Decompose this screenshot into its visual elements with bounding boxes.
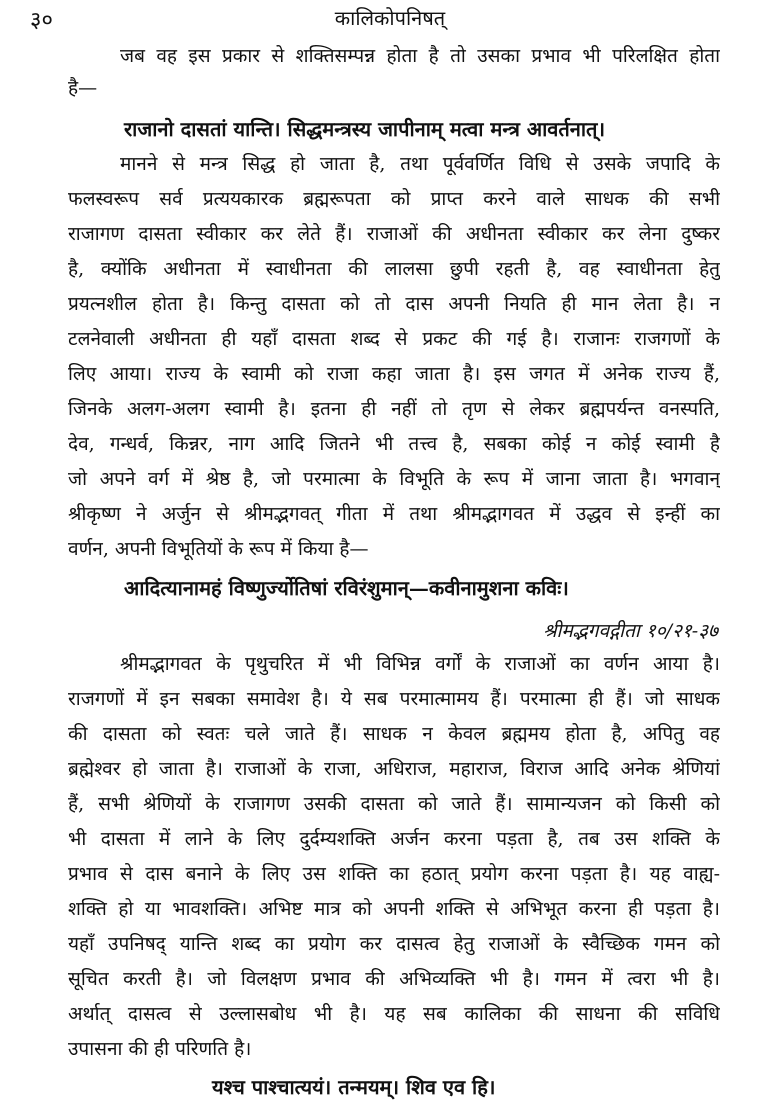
- text-line: प्रयत्नशील होता है। किन्तु दासता को तो दास अपनी नियति ही मान लेता है। न: [68, 293, 720, 315]
- text-line: अर्थात् दासत्व से उल्लासबोध भी है। यह सब कालिका की साधना की सविधि: [68, 1003, 720, 1025]
- verse-1: राजानो दासतां यान्ति। सिद्धमन्त्रस्य जापीनाम् मत्वा मन्त्र आवर्तनात्।: [124, 117, 606, 141]
- text-line: हैं, सभी श्रेणियों के राजागण उसकी दासता को जाते हैं। सामान्यजन को किसी को: [68, 793, 720, 815]
- text-line: भी दासता में लाने के लिए दुर्दम्यशक्ति अर्जन करना पड़ता है, तब उस शक्ति के: [68, 828, 720, 850]
- text-line: टलनेवाली अधीनता ही यहाँ दासता शब्द से प्रकट की गई है। राजानः राजगणों के: [68, 328, 720, 350]
- text-line: राजगणों में इन सबका समावेश है। ये सब परमात्मामय हैं। परमात्मा ही हैं। जो साधक: [68, 688, 720, 710]
- page-number: ३०: [30, 8, 53, 33]
- text-line: श्रीकृष्ण ने अर्जुन से श्रीमद्भगवत् गीता में तथा श्रीमद्भागवत में उद्धव से इन्हीं का: [68, 503, 720, 525]
- running-title: कालिकोपनिषत्: [334, 6, 446, 30]
- text-line: की दासता को स्वतः चले जाते हैं। साधक न केवल ब्रह्ममय होता है, अपितु वह: [68, 723, 720, 745]
- text-line: देव, गन्धर्व, किन्नर, नाग आदि जितने भी तत्त्व है, सबका कोई न कोई स्वामी है: [68, 433, 720, 455]
- text-line: उपासना की ही परिणति है।: [68, 1038, 252, 1060]
- text-line: मानने से मन्त्र सिद्ध हो जाता है, तथा पूर्ववर्णित विधि से उसके जपादि के: [120, 153, 720, 175]
- text-line: श्रीमद्भागवत के पृथुचरित में भी विभिन्न वर्गों के राजाओं का वर्णन आया है।: [120, 653, 720, 675]
- page-header: [0, 0, 780, 40]
- text-line: फलस्वरूप सर्व प्रत्ययकारक ब्रह्मरूपता को प्राप्त करने वाले साधक की सभी: [68, 188, 720, 210]
- text-line: है, क्योंकि अधीनता में स्वाधीनता की लालसा छुपी रहती है, वह स्वाधीनता हेतु: [68, 258, 720, 280]
- text-line: जिनके अलग-अलग स्वामी है। इतना ही नहीं तो तृण से लेकर ब्रह्मपर्यन्त वनस्पति,: [68, 398, 720, 420]
- verse-2: आदित्यानामहं विष्णुर्ज्योतिषां रविरंशुमान्—कवीनामुशना कविः।: [124, 576, 569, 600]
- text-line: शक्ति हो या भावशक्ति। अभिष्ट मात्र को अपनी शक्ति से अभिभूत करना ही पड़ता है।: [68, 898, 720, 920]
- verse-3: यश्च पाश्चात्ययं। तन्मयम्। शिव एव हि।: [212, 1075, 496, 1099]
- text-line: राजागण दासता स्वीकार कर लेते हैं। राजाओं की अधीनता स्वीकार कर लेना दुष्कर: [68, 223, 720, 245]
- intro-line: जब वह इस प्रकार से शक्तिसम्पन्न होता है तो उसका प्रभाव भी परिलक्षित होता: [120, 45, 720, 67]
- text-line: प्रभाव से दास बनाने के लिए उस शक्ति का हठात् प्रयोग करना पड़ता है। यह वाह्य-: [68, 863, 720, 885]
- intro-line: है—: [68, 77, 98, 99]
- text-line: यहाँ उपनिषद् यान्ति शब्द का प्रयोग कर दासत्व हेतु राजाओं के स्वैच्छिक गमन को: [68, 933, 720, 955]
- text-line: लिए आया। राज्य के स्वामी को राजा कहा जाता है। इस जगत में अनेक राज्य हैं,: [68, 363, 720, 385]
- text-line: जो अपने वर्ग में श्रेष्ठ है, जो परमात्मा के विभूति के रूप में जाना जाता है। भगवान्: [68, 468, 720, 490]
- citation: श्रीमद्भगवद्गीता १०/२१-३७: [543, 620, 718, 642]
- text-line: ब्रह्मेश्वर हो जाता है। राजाओं के राजा, अधिराज, महाराज, विराज आदि अनेक श्रेणियां: [68, 758, 720, 780]
- text-line: वर्णन, अपनी विभूतियों के रूप में किया है—: [68, 538, 369, 560]
- text-line: सूचित करती है। जो विलक्षण प्रभाव की अभिव्यक्ति भी है। गमन में त्वरा भी है।: [68, 968, 720, 990]
